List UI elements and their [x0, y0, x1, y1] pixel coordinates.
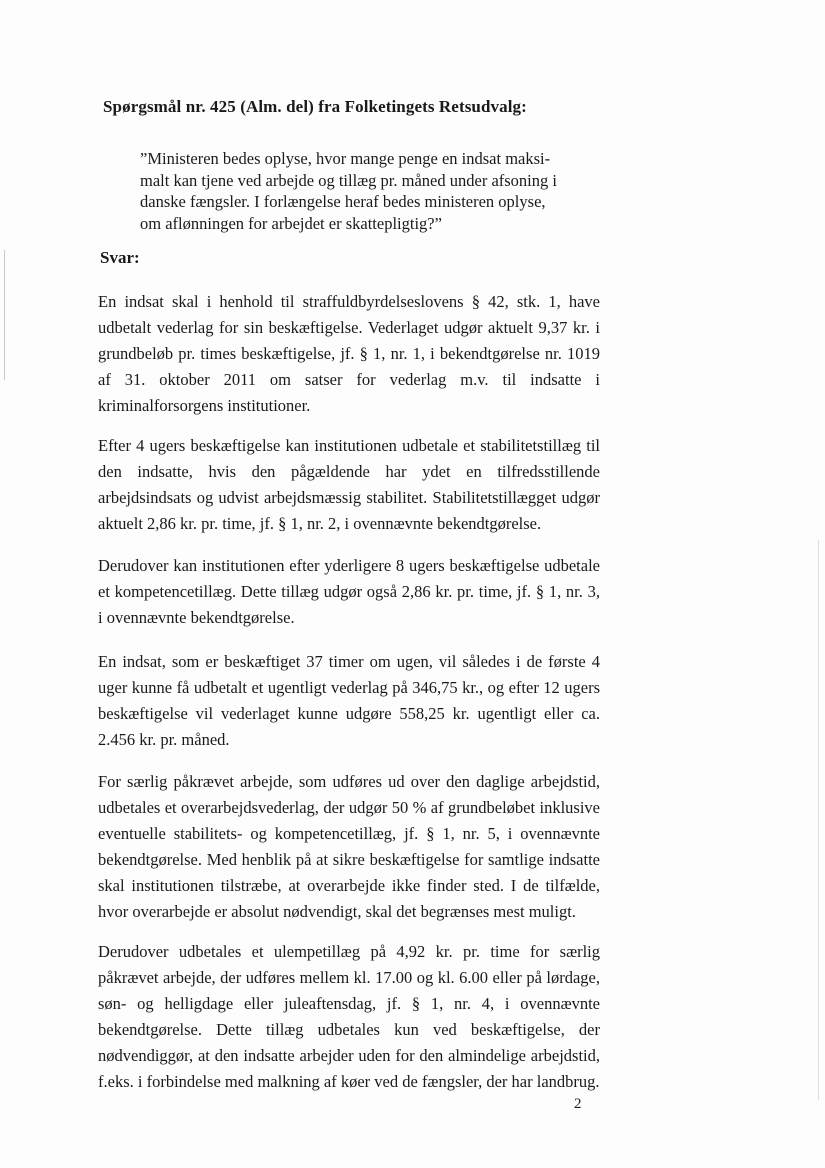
answer-paragraph: En indsat skal i henhold til straffuldbyrdelseslovens § 42, stk. 1, have udbetalt vederlag for sin beskæftigelse. Vederlaget udgør aktuelt 9,37 kr. i grundbeløb pr. times beskæftigelse, jf. § 1, nr. 1, i bekendtgørelse nr. 1019 af 31. oktober 2011 om satser for vederlag m.v. til indsatte i kriminalforsorgens institutioner. [98, 292, 600, 415]
scan-edge-mark [818, 540, 819, 1100]
question-line: om aflønningen for arbejdet er skattepligtig?” [140, 213, 442, 233]
question-line: malt kan tjene ved arbejde og tillæg pr. måned under afsoning i [140, 170, 557, 190]
answer-paragraph: Derudover udbetales et ulempetillæg på 4,92 kr. pr. time for særlig påkrævet arbejde, der udføres mellem kl. 17.00 og kl. 6.00 eller på lørdage, søn- og helligdage eller juleaftensdag, jf. § 1, nr. 4, i ovennævnte bekendtgørelse. Dette tillæg udbetales kun ved beskæftigelse, der nødvendiggør, at den indsatte arbejder uden for den almindelige arbejdstid, f.eks. i forbindelse med malkning af køer ved de fængsler, der har landbrug. [98, 942, 600, 1091]
answer-label: Svar: [100, 248, 140, 267]
answer-paragraph: Efter 4 ugers beskæftigelse kan institutionen udbetale et stabilitetstillæg til den indsatte, hvis den pågældende har ydet en tilfredsstillende arbejdsindsats og udvist arbejdsmæssig stabilitet. Stabilitetstillægget udgør aktuelt 2,86 kr. pr. time, jf. § 1, nr. 2, i ovennævnte bekendtgørelse. [98, 436, 600, 533]
scan-edge-mark [4, 250, 5, 380]
answer-paragraph: For særlig påkrævet arbejde, som udføres ud over den daglige arbejdstid, udbetales et overarbejdsvederlag, der udgør 50 % af grundbeløbet inklusive eventuelle stabilitets- og kompetencetillæg, jf. § 1, nr. 5, i ovennævnte bekendtgørelse. Med henblik på at sikre beskæftigelse for samtlige indsatte skal institutionen tilstræbe, at overarbejde ikke finder sted. I de tilfælde, hvor overarbejde er absolut nødvendigt, skal det begrænses mest muligt. [98, 772, 600, 921]
question-line: ”Ministeren bedes oplyse, hvor mange penge en indsat maksi- [140, 149, 551, 168]
answer-paragraph: En indsat, som er beskæftiget 37 timer om ugen, vil således i de første 4 uger kunne få udbetalt et ugentligt vederlag på 346,75 kr., og efter 12 ugers beskæftigelse vil vederlaget kunne udgøre 558,25 kr. ugentligt eller ca. 2.456 kr. pr. måned. [98, 652, 600, 749]
question-line: danske fængsler. I forlængelse heraf bedes ministeren oplyse, [140, 192, 546, 211]
answer-paragraph: Derudover kan institutionen efter yderligere 8 ugers beskæftigelse udbetale et kompetencetillæg. Dette tillæg udgør også 2,86 kr. pr. time, jf. § 1, nr. 3, i ovennævnte bekendtgørelse. [98, 556, 600, 627]
question-heading: Spørgsmål nr. 425 (Alm. del) fra Folketingets Retsudvalg: [103, 97, 527, 116]
question-quote [140, 148, 570, 234]
page-number: 2 [574, 1096, 582, 1112]
